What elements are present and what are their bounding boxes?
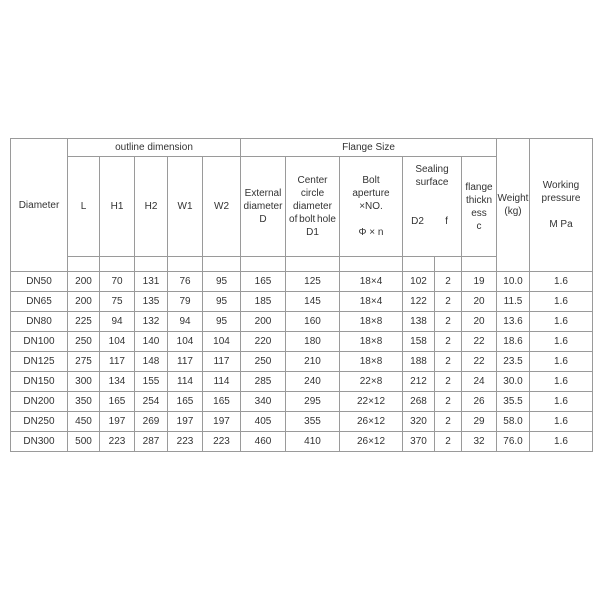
table-cell: 95: [203, 272, 241, 292]
table-cell: 250: [241, 352, 286, 372]
table-cell: 197: [203, 412, 241, 432]
table-cell: 20: [462, 292, 497, 312]
table-cell: 35.5: [497, 392, 530, 412]
table-cell: 102: [403, 272, 435, 292]
table-cell: 26×12: [340, 432, 403, 452]
table-cell: 165: [203, 392, 241, 412]
table-cell: 94: [100, 312, 135, 332]
table-cell: 75: [100, 292, 135, 312]
table-cell: DN300: [11, 432, 68, 452]
table-cell: 148: [135, 352, 168, 372]
center-circle-header: Center circle diameter of bolt hole D1: [286, 157, 340, 257]
W1-header: W1: [168, 157, 203, 257]
table-cell: 18×8: [340, 352, 403, 372]
table-cell: 132: [135, 312, 168, 332]
L-header: L: [68, 157, 100, 257]
table-cell: 160: [286, 312, 340, 332]
table-cell: 405: [241, 412, 286, 432]
table-cell: 300: [68, 372, 100, 392]
table-cell: 18×4: [340, 272, 403, 292]
flange-size-header: Flange Size: [241, 139, 497, 157]
table-cell: 23.5: [497, 352, 530, 372]
table-cell: 165: [241, 272, 286, 292]
table-cell: 18×4: [340, 292, 403, 312]
table-cell: 19: [462, 272, 497, 292]
table-cell: 18×8: [340, 312, 403, 332]
table-cell: 1.6: [530, 332, 593, 352]
table-cell: DN65: [11, 292, 68, 312]
table-row: [11, 352, 593, 372]
table-row: [11, 372, 593, 392]
table-cell: 2: [435, 432, 462, 452]
table-cell: 370: [403, 432, 435, 452]
table-cell: 26×12: [340, 412, 403, 432]
table-row: [11, 272, 593, 292]
table-cell: 460: [241, 432, 286, 452]
valve-spec-table: [10, 138, 593, 452]
table-cell: 500: [68, 432, 100, 452]
table-cell: 200: [68, 272, 100, 292]
table-cell: 410: [286, 432, 340, 452]
table-cell: 223: [100, 432, 135, 452]
table-cell: 135: [135, 292, 168, 312]
table-cell: 450: [68, 412, 100, 432]
table-cell: 155: [135, 372, 168, 392]
table-cell: 295: [286, 392, 340, 412]
table-row: [11, 392, 593, 412]
W2-header: W2: [203, 157, 241, 257]
table-cell: 114: [203, 372, 241, 392]
table-cell: 76.0: [497, 432, 530, 452]
table-row: [11, 412, 593, 432]
table-cell: 32: [462, 432, 497, 452]
table-cell: 10.0: [497, 272, 530, 292]
table-cell: 275: [68, 352, 100, 372]
table-cell: 22×8: [340, 372, 403, 392]
table-cell: 114: [168, 372, 203, 392]
table-cell: 11.5: [497, 292, 530, 312]
table-cell: 1.6: [530, 292, 593, 312]
table-cell: 220: [241, 332, 286, 352]
table-cell: 29: [462, 412, 497, 432]
table-cell: 1.6: [530, 432, 593, 452]
table-cell: 24: [462, 372, 497, 392]
table-cell: 223: [168, 432, 203, 452]
bolt-aperture-header: Bolt aperture ×NO. Φ × n: [340, 157, 403, 257]
table-cell: 1.6: [530, 312, 593, 332]
table-cell: 223: [203, 432, 241, 452]
table-cell: 2: [435, 412, 462, 432]
table-cell: 210: [286, 352, 340, 372]
table-cell: 212: [403, 372, 435, 392]
table-cell: 320: [403, 412, 435, 432]
table-cell: 200: [68, 292, 100, 312]
table-cell: 95: [203, 292, 241, 312]
table-cell: 158: [403, 332, 435, 352]
H1-header: H1: [100, 157, 135, 257]
table-cell: 1.6: [530, 412, 593, 432]
header-row-1: [11, 139, 593, 157]
table-cell: DN150: [11, 372, 68, 392]
table-cell: 117: [100, 352, 135, 372]
table-cell: 269: [135, 412, 168, 432]
table-cell: 22: [462, 352, 497, 372]
table-cell: 104: [100, 332, 135, 352]
table-cell: 1.6: [530, 272, 593, 292]
table-cell: 2: [435, 352, 462, 372]
table-cell: 2: [435, 372, 462, 392]
table-cell: 1.6: [530, 392, 593, 412]
table-cell: 20: [462, 312, 497, 332]
table-cell: 185: [241, 292, 286, 312]
table-cell: DN100: [11, 332, 68, 352]
spec-table-container: [10, 138, 592, 452]
working-pressure-header: Working pressure M Pa: [530, 139, 593, 272]
table-cell: 145: [286, 292, 340, 312]
table-cell: 104: [168, 332, 203, 352]
table-cell: DN250: [11, 412, 68, 432]
table-cell: 122: [403, 292, 435, 312]
table-cell: 180: [286, 332, 340, 352]
table-row: [11, 292, 593, 312]
table-cell: 188: [403, 352, 435, 372]
sealing-surface-header: Sealing surface D2 f: [403, 157, 462, 257]
table-cell: 165: [168, 392, 203, 412]
table-cell: 30.0: [497, 372, 530, 392]
table-cell: 76: [168, 272, 203, 292]
table-cell: 350: [68, 392, 100, 412]
table-cell: DN80: [11, 312, 68, 332]
outline-dimension-header: outline dimension: [68, 139, 241, 157]
H2-header: H2: [135, 157, 168, 257]
table-cell: 22×12: [340, 392, 403, 412]
table-cell: 2: [435, 312, 462, 332]
table-cell: 22: [462, 332, 497, 352]
table-cell: 2: [435, 292, 462, 312]
table-cell: 165: [100, 392, 135, 412]
diameter-header: Diameter: [11, 139, 68, 272]
table-cell: 2: [435, 272, 462, 292]
table-cell: 134: [100, 372, 135, 392]
table-cell: 125: [286, 272, 340, 292]
table-cell: 94: [168, 312, 203, 332]
table-row: [11, 312, 593, 332]
table-cell: 2: [435, 392, 462, 412]
table-cell: DN125: [11, 352, 68, 372]
table-row: [11, 332, 593, 352]
table-cell: 117: [168, 352, 203, 372]
table-cell: 250: [68, 332, 100, 352]
table-cell: 285: [241, 372, 286, 392]
table-cell: 197: [168, 412, 203, 432]
table-cell: 26: [462, 392, 497, 412]
table-cell: 70: [100, 272, 135, 292]
table-cell: 1.6: [530, 372, 593, 392]
weight-header: Weight (kg): [497, 139, 530, 272]
table-cell: 254: [135, 392, 168, 412]
table-cell: 140: [135, 332, 168, 352]
external-diameter-header: External diameter D: [241, 157, 286, 257]
table-cell: 79: [168, 292, 203, 312]
table-cell: 104: [203, 332, 241, 352]
table-row: [11, 432, 593, 452]
table-cell: 13.6: [497, 312, 530, 332]
table-cell: 95: [203, 312, 241, 332]
table-cell: 18×8: [340, 332, 403, 352]
table-cell: DN50: [11, 272, 68, 292]
table-cell: DN200: [11, 392, 68, 412]
table-cell: 138: [403, 312, 435, 332]
table-cell: 197: [100, 412, 135, 432]
table-cell: 131: [135, 272, 168, 292]
table-cell: 117: [203, 352, 241, 372]
table-cell: 18.6: [497, 332, 530, 352]
table-cell: 355: [286, 412, 340, 432]
table-cell: 287: [135, 432, 168, 452]
table-cell: 200: [241, 312, 286, 332]
table-cell: 240: [286, 372, 340, 392]
table-cell: 268: [403, 392, 435, 412]
flange-thickness-header: flange thickn ess c: [462, 157, 497, 257]
table-cell: 225: [68, 312, 100, 332]
table-cell: 1.6: [530, 352, 593, 372]
table-cell: 2: [435, 332, 462, 352]
table-cell: 58.0: [497, 412, 530, 432]
table-cell: 340: [241, 392, 286, 412]
